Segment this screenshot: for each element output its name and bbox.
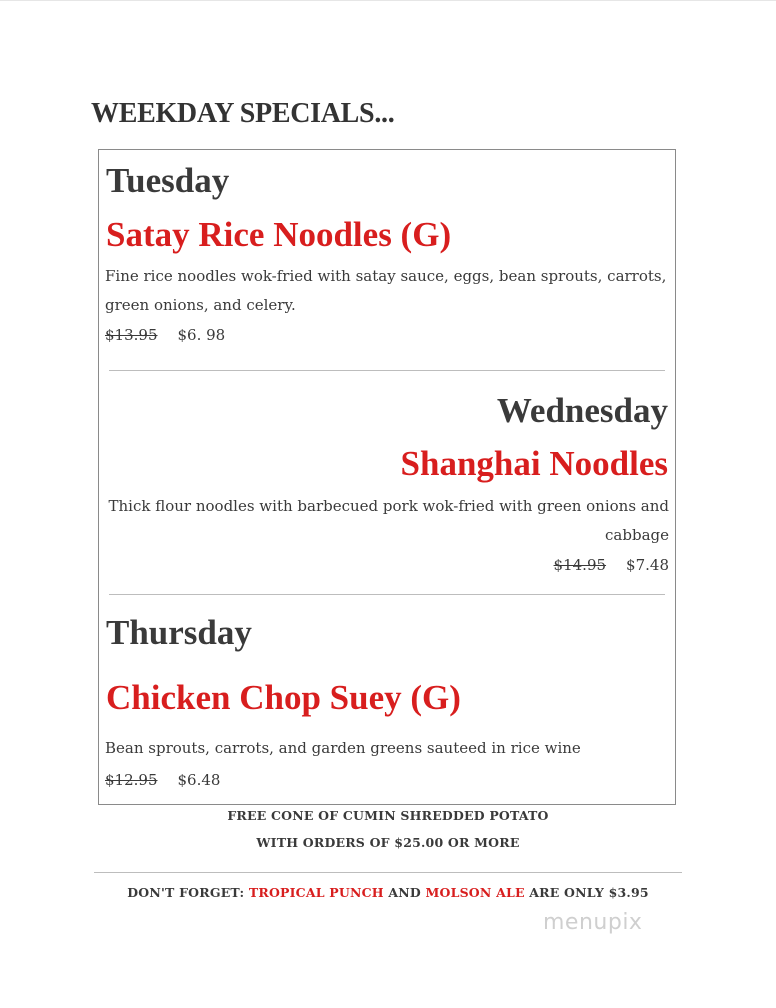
special-dish-name: Satay Rice Noodles (G) [106,215,452,254]
reminder-suffix: ARE ONLY $3.95 [529,885,649,900]
promo-line-1: FREE CONE OF CUMIN SHREDDED POTATO [227,808,549,823]
reminder-joiner: AND [388,885,421,900]
special-prices [105,773,220,788]
drink-molson-ale: MOLSON ALE [425,885,525,900]
menupix-watermark: menupix [543,910,643,935]
special-day: Thursday [106,613,252,652]
promo-line-2: WITH ORDERS OF $25.00 OR MORE [256,835,520,850]
special-price: $7.48 [626,556,669,574]
special-description: Fine rice noodles wok-fried with satay sauce, eggs, bean sprouts, carrots, green onions, and celery. [105,267,667,314]
special-day: Wednesday [496,391,668,430]
special-prices [105,328,225,343]
section-divider [109,594,665,595]
special-day: Tuesday [106,161,230,200]
section-divider [109,370,665,371]
special-description-line: cabbage [605,526,669,544]
old-price: $12.95 [105,771,158,789]
specials-box [98,149,676,805]
old-price: $13.95 [105,326,158,344]
page-title: WEEKDAY SPECIALS... [91,98,395,129]
drink-reminder [0,885,776,900]
special-description-line: Thick flour noodles with barbecued pork wok-fried with green onions and [108,497,669,515]
special-dish-name: Chicken Chop Suey (G) [106,678,461,717]
top-rule [0,0,776,1]
special-price: $6. 98 [177,326,226,344]
footer-divider [94,872,682,873]
special-price: $6.48 [177,771,221,789]
special-dish-name: Shanghai Noodles [400,444,668,483]
reminder-prefix: DON'T FORGET: [127,885,245,900]
special-description: Bean sprouts, carrots, and garden greens sauteed in rice wine [105,739,581,757]
old-price: $14.95 [553,556,607,574]
drink-tropical-punch: TROPICAL PUNCH [248,885,384,900]
special-prices [554,558,669,573]
